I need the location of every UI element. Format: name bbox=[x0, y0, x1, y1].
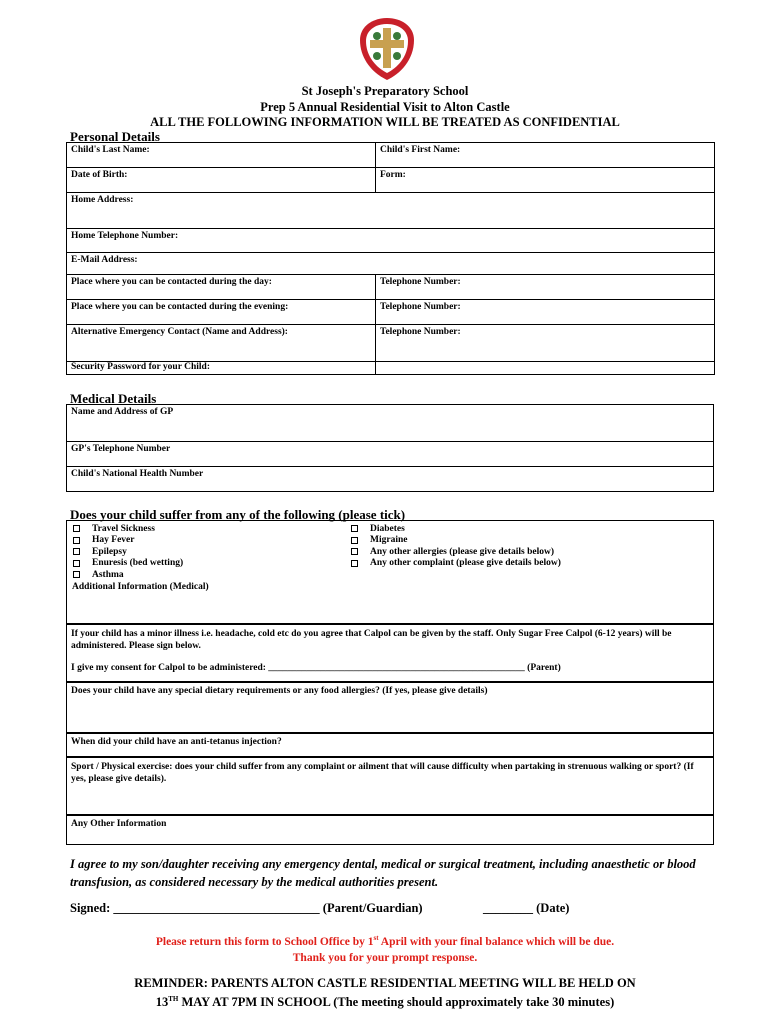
parent-signature-line[interactable]: Signed: _________________________________ (Parent/Guardian) bbox=[70, 901, 423, 915]
meeting-reminder bbox=[0, 975, 770, 1010]
calpol-box[interactable] bbox=[66, 624, 714, 682]
return-notice bbox=[0, 930, 770, 966]
medical-details-table bbox=[66, 404, 714, 492]
checkbox[interactable] bbox=[73, 525, 80, 532]
personal-details-table bbox=[66, 142, 715, 375]
evening-telephone-field[interactable]: Telephone Number: bbox=[376, 300, 715, 325]
personal-details-heading: Personal Details bbox=[70, 129, 160, 144]
condition-item[interactable]: Travel Sickness bbox=[72, 523, 183, 535]
conditions-right-list bbox=[350, 523, 561, 569]
reminder-line1: REMINDER: PARENTS ALTON CASTLE RESIDENTIAL MEETING WILL BE HELD ON bbox=[134, 976, 636, 990]
dietary-field[interactable]: Does your child have any special dietary requirements or any food allergies? (If yes, please give details) bbox=[66, 682, 714, 733]
checkbox[interactable] bbox=[73, 548, 80, 555]
condition-item[interactable]: Migraine bbox=[350, 535, 561, 547]
home-address-field[interactable]: Home Address: bbox=[67, 193, 715, 229]
nhs-number-field[interactable]: Child's National Health Number bbox=[67, 467, 714, 492]
conditions-left-list bbox=[72, 523, 183, 581]
additional-info-label[interactable]: Additional Information (Medical) bbox=[72, 582, 209, 592]
security-password-blank[interactable] bbox=[376, 362, 715, 375]
day-telephone-field[interactable]: Telephone Number: bbox=[376, 275, 715, 300]
alt-telephone-field[interactable]: Telephone Number: bbox=[376, 325, 715, 362]
confidential-notice: ALL THE FOLLOWING INFORMATION WILL BE TREATED AS CONFIDENTIAL bbox=[150, 115, 620, 129]
condition-item[interactable]: Any other allergies (please give details below) bbox=[350, 546, 561, 558]
other-info-field[interactable]: Any Other Information bbox=[66, 815, 714, 845]
condition-item[interactable]: Enuresis (bed wetting) bbox=[72, 558, 183, 570]
checkbox[interactable] bbox=[73, 537, 80, 544]
checkbox[interactable] bbox=[351, 525, 358, 532]
consent-statement: I agree to my son/daughter receiving any emergency dental, medical or surgical treatment, including anaesthetic or blood transfusion, as considered necessary by the medical authorities present. bbox=[70, 857, 696, 889]
condition-item[interactable]: Any other complaint (please give details below) bbox=[350, 558, 561, 570]
gp-name-address-field[interactable]: Name and Address of GP bbox=[67, 405, 714, 442]
gp-telephone-field[interactable]: GP's Telephone Number bbox=[67, 442, 714, 467]
evening-contact-place-field[interactable]: Place where you can be contacted during the evening: bbox=[67, 300, 376, 325]
school-crest-icon bbox=[356, 16, 418, 82]
day-contact-place-field[interactable]: Place where you can be contacted during the day: bbox=[67, 275, 376, 300]
calpol-consent-line[interactable]: I give my consent for Calpol to be administered: ______________________________________________________ (Parent) bbox=[71, 663, 561, 673]
child-last-name-field[interactable]: Child's Last Name: bbox=[67, 143, 376, 168]
checkbox[interactable] bbox=[351, 560, 358, 567]
sport-field[interactable]: Sport / Physical exercise: does your child suffer from any complaint or ailment that will cause difficulty when partaking in strenuous walking or sport? (If yes, please give details). bbox=[66, 757, 714, 815]
return-notice-line2: Thank you for your prompt response. bbox=[292, 951, 478, 964]
home-telephone-field[interactable]: Home Telephone Number: bbox=[67, 229, 715, 253]
email-field[interactable]: E-Mail Address: bbox=[67, 253, 715, 275]
calpol-question: If your child has a minor illness i.e. headache, cold etc do you agree that Calpol can be given by the staff. Only Sugar Free Calpol (6-12 years) will be administered. Please sign below. bbox=[71, 629, 672, 651]
form-field[interactable]: Form: bbox=[376, 168, 715, 193]
checkbox[interactable] bbox=[351, 548, 358, 555]
conditions-heading: Does your child suffer from any of the following (please tick) bbox=[70, 507, 406, 522]
condition-item[interactable]: Epilepsy bbox=[72, 546, 183, 558]
visit-title: Prep 5 Annual Residential Visit to Alton Castle bbox=[260, 100, 510, 114]
tetanus-field[interactable]: When did your child have an anti-tetanus injection? bbox=[66, 733, 714, 757]
date-line[interactable]: ________ (Date) bbox=[483, 901, 570, 915]
checkbox[interactable] bbox=[73, 571, 80, 578]
conditions-box bbox=[66, 520, 714, 624]
condition-item[interactable]: Diabetes bbox=[350, 523, 561, 535]
school-name: St Joseph's Preparatory School bbox=[301, 84, 469, 98]
alt-contact-field[interactable]: Alternative Emergency Contact (Name and Address): bbox=[67, 325, 376, 362]
condition-item[interactable]: Hay Fever bbox=[72, 535, 183, 547]
return-notice-line1: Please return this form to School Office by 1st April with your final balance which will be due. bbox=[155, 934, 615, 948]
condition-item[interactable]: Asthma bbox=[72, 569, 183, 581]
child-first-name-field[interactable]: Child's First Name: bbox=[376, 143, 715, 168]
checkbox[interactable] bbox=[73, 560, 80, 567]
security-password-field[interactable]: Security Password for your Child: bbox=[67, 362, 376, 375]
reminder-line2: 13TH MAY AT 7PM IN SCHOOL (The meeting should approximately take 30 minutes) bbox=[155, 995, 615, 1010]
medical-details-heading: Medical Details bbox=[70, 391, 157, 406]
checkbox[interactable] bbox=[351, 537, 358, 544]
dob-field[interactable]: Date of Birth: bbox=[67, 168, 376, 193]
